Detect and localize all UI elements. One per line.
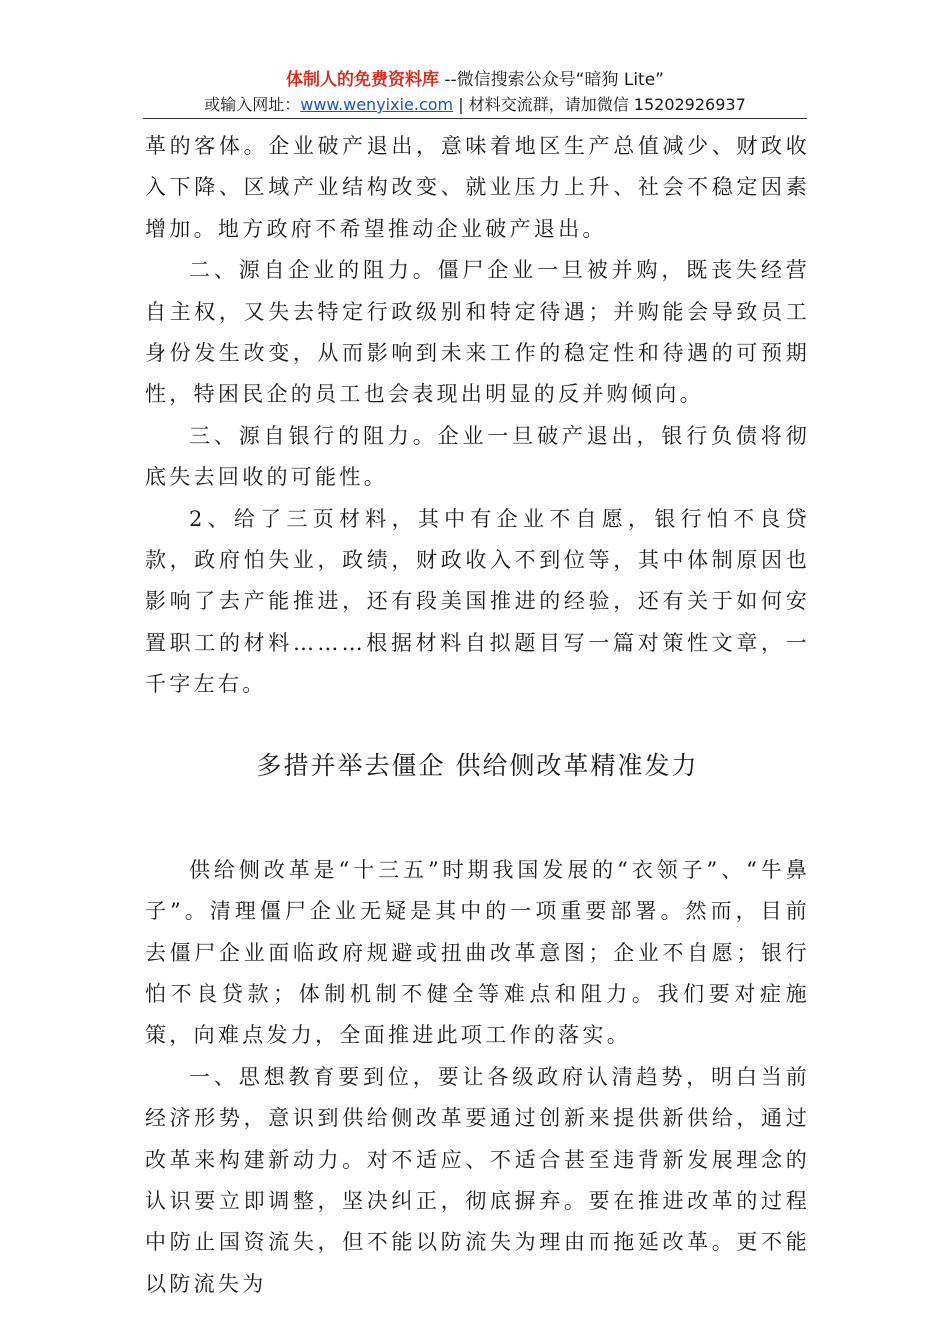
body-paragraph: 革的客体。企业破产退出，意味着地区生产总值减少、财政收入下降、区域产业结构改变、就业压力上升、社会不稳定因素增加。地方政府不希望推动企业破产退出。	[145, 134, 810, 241]
body-paragraph: 2、给了三页材料，其中有企业不自愿，银行怕不良贷款，政府怕失业，政绩，财政收入不到位等，其中体制原因也影响了去产能推进，还有段美国推进的经验，还有关于如何安置职工的材料………根据材料自拟题目写一篇对策性文章，一千字左右。	[145, 506, 810, 697]
brand-name: 体制人的免费资料库	[285, 70, 439, 90]
header-promo-line	[0, 68, 950, 92]
body-paragraph: 供给侧改革是“十三五”时期我国发展的“衣领子”、“牛鼻子”。清理僵尸企业无疑是其中的一项重要部署。然而，目前去僵尸企业面临政府规避或扭曲改革意图；企业不自愿；银行怕不良贷款；体制机制不健全等难点和阻力。我们要对症施策，向难点发力，全面推进此项工作的落实。	[145, 857, 810, 1048]
title-spacing	[145, 788, 810, 850]
page-header	[0, 68, 950, 117]
header-divider	[143, 118, 807, 119]
body-paragraph: 二、源自企业的阻力。僵尸企业一旦被并购，既丧失经营自主权，又失去特定行政级别和特定待遇；并购能会导致员工身份发生改变，从而影响到未来工作的稳定性和待遇的可预期性，特困民企的员工也会表现出明显的反并购倾向。	[145, 258, 810, 407]
body-paragraph: 三、源自银行的阻力。企业一旦破产退出，银行负债将彻底失去回收的可能性。	[145, 423, 810, 490]
header-contact-suffix: | 材料交流群，请加微信 15202926937	[453, 95, 746, 114]
header-tagline: --微信搜索公众号“暗狗 Lite”	[438, 70, 664, 90]
body-paragraph: 一、思想教育要到位，要让各级政府认清趋势，明白当前经济形势，意识到供给侧改革要通过创新来提供新供给，通过改革来构建新动力。对不适应、不适合甚至违背新发展理念的认识要立即调整，坚决纠正，彻底摒弃。要在推进改革的过程中防止国资流失，但不能以防流失为理由而拖延改革。更不能以防流失为	[145, 1064, 810, 1296]
article-title: 多措并举去僵企 供给侧改革精准发力	[256, 750, 699, 780]
header-contact-line	[0, 93, 950, 117]
header-url-prefix: 或输入网址：	[204, 95, 301, 114]
document-body	[145, 126, 810, 1305]
website-link[interactable]: www.wenyixie.com	[300, 95, 454, 114]
